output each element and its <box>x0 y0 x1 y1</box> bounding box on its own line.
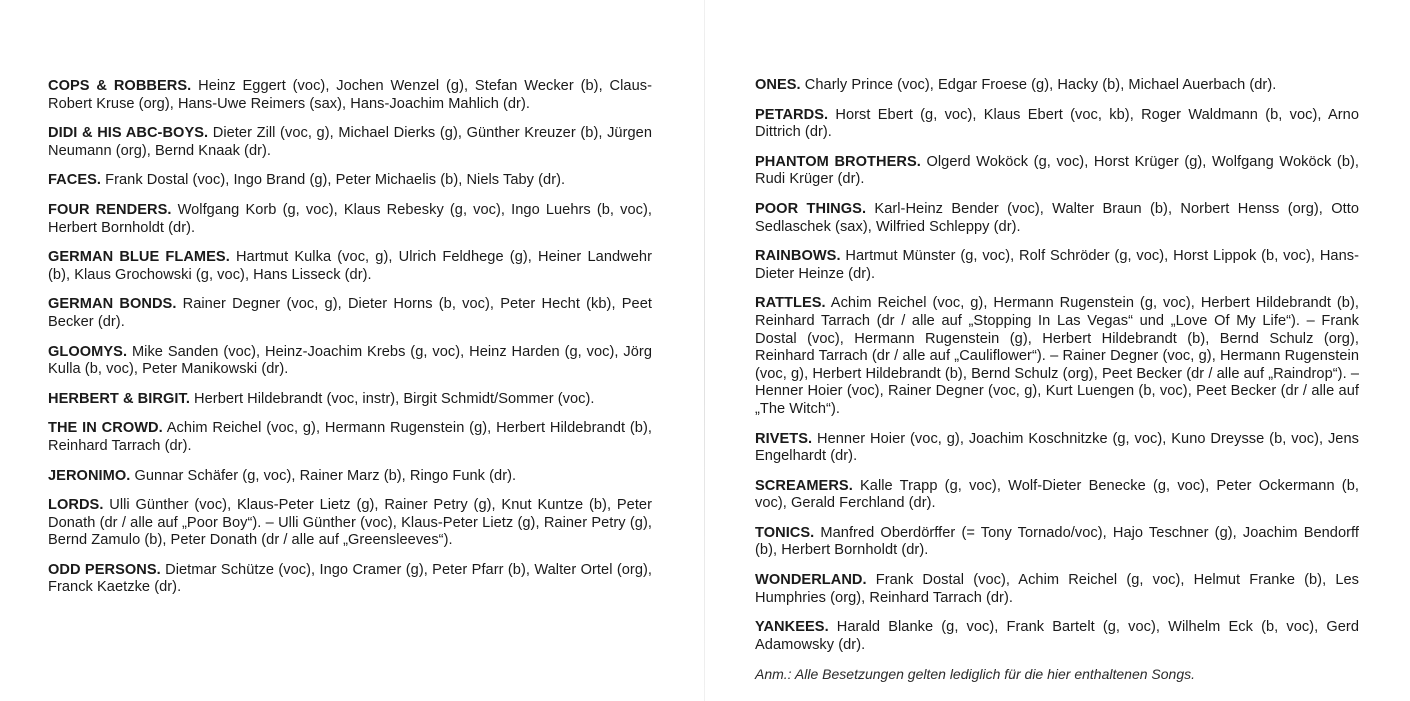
lineup-entry <box>48 125 652 160</box>
band-name: ODD PERSONS. <box>48 561 161 578</box>
band-name: FACES. <box>48 172 102 189</box>
band-name: POOR THINGS. <box>755 200 867 217</box>
band-name: PHANTOM BROTHERS. <box>755 153 921 170</box>
band-name: YANKEES. <box>755 619 829 636</box>
lineup-entry <box>755 201 1359 236</box>
band-name: HERBERT & BIRGIT. <box>48 390 190 407</box>
band-members: Achim Reichel (voc, g), Hermann Rugenstein (g, voc), Herbert Hildebrandt (b), Reinhard Tarrach (dr / alle auf „Stopping In Las Vegas“ und „Love Of My Life“). – Frank Dostal (voc), Hermann Rugenstein (g), Herbert Hildebrandt (b), Bernd Schulz (org), Reinhard Tarrach (dr / alle auf „Cauliflower“). – Rainer Degner (voc, g), Hermann Rugenstein (voc, g), Herbert Hildebrandt (b), Bernd Schulz (org), Peet Becker (dr / alle auf „Raindrop“). – Henner Hoier (voc), Rainer Degner (voc, g), Kurt Luengen (b, voc), Peet Becker (dr / alle auf „The Witch“). <box>755 295 1359 417</box>
lineup-entry <box>755 107 1359 142</box>
lineup-entry <box>755 295 1359 418</box>
band-members: Manfred Oberdörffer (= Tony Tornado/voc), Hajo Teschner (g), Joachim Bendorff (b), Herbert Bornholdt (dr). <box>755 524 1359 559</box>
band-members: Achim Reichel (voc, g), Hermann Rugenstein (g), Herbert Hildebrandt (b), Reinhard Tarrach (dr). <box>48 420 652 454</box>
lineup-entry <box>48 202 652 237</box>
lineup-entry <box>48 497 652 550</box>
band-name: THE IN CROWD. <box>48 420 163 437</box>
band-name: RATTLES. <box>755 295 826 312</box>
lineup-entry <box>48 249 652 284</box>
lineup-entry <box>755 431 1359 466</box>
lineup-entry <box>755 478 1359 513</box>
band-name: RAINBOWS. <box>755 248 841 265</box>
band-name: LORDS. <box>48 497 104 514</box>
band-name: DIDI & HIS ABC-BOYS. <box>48 125 209 142</box>
lineup-entry <box>48 420 652 455</box>
band-members: Heinz Eggert (voc), Jochen Wenzel (g), Stefan Wecker (b), Claus-Robert Kruse (org), Hans-Uwe Reimers (sax), Hans-Joachim Mahlich (dr). <box>48 78 652 112</box>
band-name: ONES. <box>755 77 801 93</box>
band-name: GLOOMYS. <box>48 343 128 360</box>
band-name: GERMAN BONDS. <box>48 296 177 313</box>
band-members: Gunnar Schäfer (g, voc), Rainer Marz (b), Ringo Funk (dr). <box>134 467 517 484</box>
band-members: Wolfgang Korb (g, voc), Klaus Rebesky (g, voc), Ingo Luehrs (b, voc), Herbert Bornholdt (dr). <box>48 201 652 236</box>
band-members: Frank Dostal (voc), Achim Reichel (g, voc), Helmut Franke (b), Les Humphries (org), Reinhard Tarrach (dr). <box>755 572 1359 606</box>
band-name: JERONIMO. <box>48 467 131 484</box>
band-name: COPS & ROBBERS. <box>48 78 192 94</box>
band-members: Ulli Günther (voc), Klaus-Peter Lietz (g), Rainer Petry (g), Knut Kuntze (b), Peter Donath (dr / alle auf „Poor Boy“). – Ulli Günther (voc), Klaus-Peter Lietz (g), Rainer Petry (g), Bernd Zamulo (b), Peter Donath (dr / alle auf „Greensleeves“). <box>48 497 653 549</box>
band-members: Harald Blanke (g, voc), Frank Bartelt (g, voc), Wilhelm Eck (b, voc), Gerd Adamowsky (dr). <box>755 619 1360 653</box>
band-name: FOUR RENDERS. <box>48 201 172 218</box>
lineup-entry <box>755 248 1359 283</box>
band-name: TONICS. <box>755 524 815 541</box>
lineup-entry <box>48 296 652 331</box>
band-members: Mike Sanden (voc), Heinz-Joachim Krebs (g, voc), Heinz Harden (g, voc), Jörg Kulla (b, voc), Peter Manikowski (dr). <box>48 343 652 378</box>
band-members: Olgerd Woköck (g, voc), Horst Krüger (g), Wolfgang Woköck (b), Rudi Krüger (dr). <box>755 153 1359 188</box>
band-members: Herbert Hildebrandt (voc, instr), Birgit Schmidt/Sommer (voc). <box>194 390 595 407</box>
right-column <box>755 77 1359 698</box>
band-members: Dietmar Schütze (voc), Ingo Cramer (g), Peter Pfarr (b), Walter Ortel (org), Franck Kaetzke (dr). <box>48 561 653 596</box>
band-members: Dieter Zill (voc, g), Michael Dierks (g), Günther Kreuzer (b), Jürgen Neumann (org), Bernd Knaak (dr). <box>48 125 652 159</box>
lineup-entry <box>755 572 1359 607</box>
band-members: Karl-Heinz Bender (voc), Walter Braun (b), Norbert Henss (org), Otto Sedlaschek (sax), Wilfried Schleppy (dr). <box>755 200 1359 235</box>
left-column <box>48 78 652 609</box>
band-name: SCREAMERS. <box>755 477 853 494</box>
band-name: WONDERLAND. <box>755 572 867 589</box>
band-members: Henner Hoier (voc, g), Joachim Koschnitzke (g, voc), Kuno Dreysse (b, voc), Jens Engelhardt (dr). <box>755 430 1359 465</box>
band-members: Frank Dostal (voc), Ingo Brand (g), Peter Michaelis (b), Niels Taby (dr). <box>105 172 566 189</box>
lineup-entry <box>48 172 652 190</box>
band-members: Charly Prince (voc), Edgar Froese (g), Hacky (b), Michael Auerbach (dr). <box>804 77 1277 93</box>
band-members: Horst Ebert (g, voc), Klaus Ebert (voc, kb), Roger Waldmann (b, voc), Arno Dittrich (dr). <box>755 106 1359 141</box>
lineup-entry <box>755 619 1359 654</box>
band-members: Kalle Trapp (g, voc), Wolf-Dieter Benecke (g, voc), Peter Ockermann (b, voc), Gerald Ferchland (dr). <box>755 477 1359 512</box>
footnote: Anm.: Alle Besetzungen gelten lediglich für die hier enthaltenen Songs. <box>755 666 1195 683</box>
lineup-entry <box>755 525 1359 560</box>
band-members: Hartmut Kulka (voc, g), Ulrich Feldhege (g), Heiner Landwehr (b), Klaus Grochowski (g, voc), Hans Lisseck (dr). <box>48 249 652 283</box>
lineup-entry <box>48 468 652 486</box>
band-members: Rainer Degner (voc, g), Dieter Horns (b, voc), Peter Hecht (kb), Peet Becker (dr). <box>48 296 652 330</box>
band-name: PETARDS. <box>755 106 829 123</box>
lineup-entry <box>48 78 652 113</box>
lineup-entry <box>755 77 1359 95</box>
lineup-entry <box>48 391 652 409</box>
band-members: Hartmut Münster (g, voc), Rolf Schröder (g, voc), Horst Lippok (b, voc), Hans-Dieter Heinze (dr). <box>755 248 1360 282</box>
lineup-entry <box>48 562 652 597</box>
right-page <box>705 0 1410 701</box>
band-name: RIVETS. <box>755 430 813 447</box>
lineup-entry <box>48 344 652 379</box>
lineup-entry <box>755 154 1359 189</box>
band-name: GERMAN BLUE FLAMES. <box>48 249 230 266</box>
